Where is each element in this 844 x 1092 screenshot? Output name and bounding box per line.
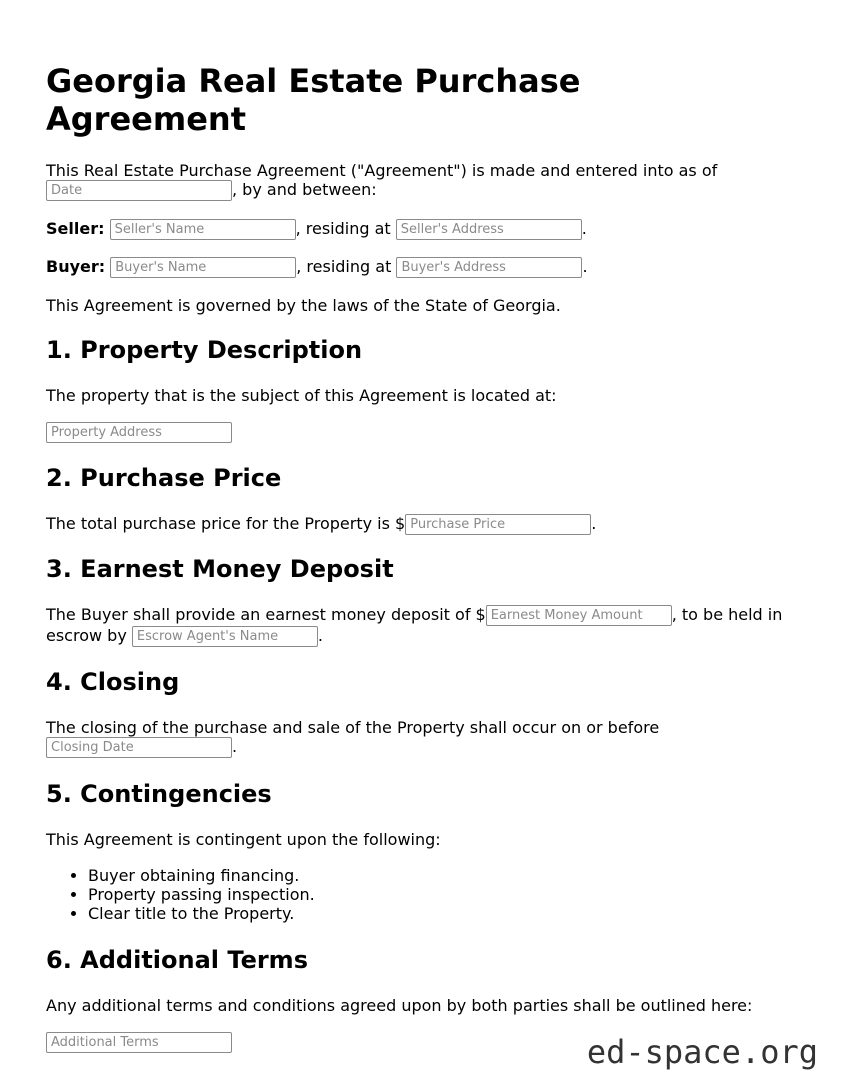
intro-text: This Real Estate Purchase Agreement ("Agreement") is made and entered into as of [46, 161, 718, 180]
list-item: • Clear title to the Property. [88, 904, 315, 923]
closing-date-field[interactable] [46, 737, 232, 758]
section-heading-contingencies: 5. Contingencies [46, 780, 272, 808]
section-heading-earnest: 3. Earnest Money Deposit [46, 555, 394, 583]
contingencies-text: This Agreement is contingent upon the following: [46, 830, 441, 849]
closing-text: The closing of the purchase and sale of the Property shall occur on or before [46, 718, 660, 737]
price-line [46, 514, 596, 535]
additional-input-line [46, 1032, 232, 1053]
closing-paragraph [46, 718, 659, 758]
buyer-address-field[interactable] [396, 257, 582, 278]
section-heading-closing: 4. Closing [46, 668, 180, 696]
seller-address-field[interactable] [396, 219, 582, 240]
seller-line [46, 219, 587, 240]
earnest-text: The Buyer shall provide an earnest money deposit of $ [46, 605, 486, 624]
intro-text-after: , by and between: [232, 180, 377, 199]
earnest-paragraph [46, 605, 826, 647]
governing-law-text: This Agreement is governed by the laws of the State of Georgia. [46, 296, 561, 315]
contingencies-list [46, 866, 315, 923]
list-item: • Property passing inspection. [88, 885, 315, 904]
seller-residing-text: , residing at [295, 219, 391, 238]
earnest-money-amount-field[interactable] [486, 605, 672, 626]
escrow-agent-name-field[interactable] [132, 626, 318, 647]
purchase-price-field[interactable] [405, 514, 591, 535]
buyer-name-field[interactable] [110, 257, 296, 278]
buyer-period: . [582, 257, 588, 276]
additional-text: Any additional terms and conditions agreed upon by both parties shall be outlined here: [46, 996, 753, 1015]
price-text: The total purchase price for the Property is $ [46, 514, 406, 533]
seller-name-field[interactable] [110, 219, 296, 240]
buyer-line [46, 257, 588, 278]
earnest-period: . [317, 626, 323, 645]
watermark: ed-space.org [586, 1033, 818, 1071]
section-heading-property: 1. Property Description [46, 336, 363, 364]
section-heading-price: 2. Purchase Price [46, 464, 282, 492]
price-period: . [591, 514, 597, 533]
earnest-text-line2: escrow by [46, 626, 127, 645]
property-input-line [46, 422, 232, 443]
section-heading-additional: 6. Additional Terms [46, 946, 308, 974]
seller-label: Seller: [46, 219, 105, 238]
property-address-field[interactable] [46, 422, 232, 443]
earnest-text-mid: , to be held in [671, 605, 783, 624]
buyer-label: Buyer: [46, 257, 106, 276]
buyer-residing-text: , residing at [296, 257, 392, 276]
date-field[interactable] [46, 180, 232, 201]
intro-paragraph [46, 161, 717, 201]
list-item: • Buyer obtaining financing. [88, 866, 315, 885]
property-text: The property that is the subject of this Agreement is located at: [46, 386, 557, 405]
seller-period: . [581, 219, 587, 238]
additional-terms-field[interactable] [46, 1032, 232, 1053]
page-title: Georgia Real Estate Purchase Agreement [46, 62, 581, 138]
closing-period: . [232, 737, 238, 756]
